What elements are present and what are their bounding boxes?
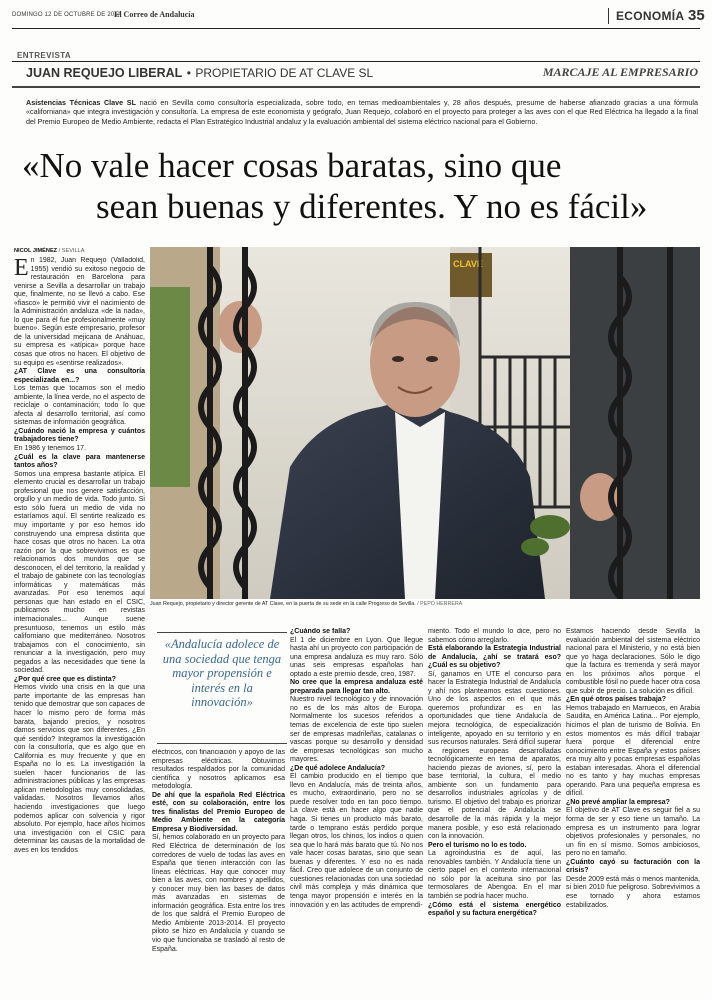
col4-question-2: Pero el turismo no lo es todo. (428, 841, 527, 849)
header-page-number: 35 (688, 7, 705, 24)
sign (450, 253, 492, 297)
series-title: MARCAJE AL EMPRESARIO (542, 65, 698, 79)
byline (14, 248, 84, 254)
caption-text: Juan Requejo, propietario y director gerente de AT Clave, en la puerta de su sede en la calle Progreso de Sevilla. (150, 601, 416, 607)
drop-cap: E (14, 257, 29, 281)
col2-question-1: De ahí que la española Red Eléctrica esté, con su colaboración, entre los tres finalistas del Premio Europeo de Medio Ambiente en la categoría Empresa y Biodiversidad. (152, 791, 285, 833)
col5-p2: Hemos trabajado en Marruecos, en Arabia Saudita, en América Latina... Por ejemplo, hicimos el plan de turismo de Bolivia. En estos momentos es más difícil trabajar fuera porque el diferencial entre conocimiento entre España y estos países era muy alto y pocas empresas españolas estaban interesadas. Ahora el diferencial no es tanto y hay muchas empresas operando. Para una pequeña empresa es difícil. (566, 704, 700, 798)
col4-p3: La agroindustria es de aquí, las renovables también. Y Andalucía tiene un cierto papel en el contexto internacional no sólo por la aceituna sino por las termosolares de Abengoa. En el mar también se podría hacer mucho. (428, 850, 561, 900)
column-1 (14, 257, 145, 1000)
pull-quote: «Andalucía adolece de una sociedad que tenga mayor propensión e interés en la innovación» (157, 632, 287, 744)
headline (22, 145, 702, 233)
col1-question-4: ¿Por qué cree que es distinta? (14, 675, 116, 683)
col1-question-2: ¿Cuándo nació la empresa y cuántos trabajadores tiene? (14, 427, 145, 444)
photo-credit: / PEPO HERRERA (417, 601, 463, 607)
col1-question-1: ¿AT Clave es una consultoría especializada en...? (14, 368, 145, 384)
header-divider (608, 8, 609, 24)
sign-text: CLAVE (453, 259, 483, 269)
column-5 (566, 628, 700, 1000)
byline-author: NICOL JIMÉNEZ (14, 248, 58, 254)
col5-question-3: ¿Cuánto cayó su facturación con la crisis? (566, 858, 700, 875)
page-header (12, 6, 705, 28)
name-bullet: • (186, 66, 191, 80)
col3-p2: Nuestro nivel tecnológico y de innovación no es de los más altos de Europa. Normalmente los sucesos referidos a temas de excelencia de este tipo suelen ser de empresas madrileñas, catalanas o vascas porque su desarrollo y densidad de empresas tecnológicas son mucho mayores. (290, 696, 423, 764)
col3-p3: El cambio producido en el tiempo que llevo en Andalucía, más de treinta años, es mucho, extraordinario, pero no se puede resolver todo en tan poco tiempo. La clave está en hacer algo que nadie haga. Si tienes un producto más barato, tarde o temprano estás perdido porque llegan otros, los chinos, los indios o quien sea que lo hará más barato que tú. No nos vale hacer cosas baratas, sino que sean buenas y diferentes. Y eso no es nada fácil. Creo que adolece de un conjunto de cuestiones relacionadas con una sociedad civil más compleja y más dinámica que tenga mayor propensión e interés en la innovación y en las actitudes de emprendi- (290, 773, 423, 909)
col1-p5: Hemos vivido una crisis en la que una parte importante de las empresas han tenido que demostrar que son capaces de hacer lo mismo pero de forma más barata, bajando precios, y nosotros damos servicios que son diferentes. ¿En qué sentido? Integramos la investigación con la consultoría, que es algo que en California es muy frecuente y que en España no lo es. La investigación la suelen hacer funcionarios de las administraciones públicas y las empresas aplican metodologías muy consolidadas, validadas. Nosotros llevamos años haciendo investigaciones que luego podemos aplicar con solvencia y rigor absoluto. Por ejemplo, hace años hicimos una investigación con el CSIC para determinar las causas de la mortalidad de aves en los tendidos (14, 684, 145, 854)
kicker-rule (12, 61, 700, 62)
photo (150, 247, 700, 599)
col1-p3: En 1986 y tenemos 17. (14, 445, 86, 453)
intro-lead: Asistencias Técnicas Clave SL (26, 98, 136, 107)
col5-p3: El objetivo de AT Clave es seguir fiel a su forma de ser y eso tiene un tamaño. La empresa es un instrumento para lograr objetivos profesionales y personales, no un fin en sí mismo. Somos ambiciosos, pero no en tamaño. (566, 807, 700, 858)
header-section: ECONOMÍA (616, 9, 685, 23)
intro-paragraph (26, 98, 698, 138)
photo-illustration (150, 247, 700, 599)
col5-question-2: ¿No prevé ampliar la empresa? (566, 798, 670, 806)
col5-question-1: ¿En qué otros países trabaja? (566, 696, 666, 704)
header-rule (12, 28, 700, 29)
col5-p1: Estamos haciendo desde Sevilla la evaluación ambiental del sistema eléctrico nacional para el Ministerio, y no está bien que yo haga declaraciones. Sólo le digo que la factura es tremenda y será mayor en los próximos años porque el combustible fósil no puede hacer otra cosa que subir de precio. La solución es difícil. (566, 628, 700, 695)
col2-p2: Sí, hemos colaborado en un proyecto para Red Eléctrica de determinación de los corredores de vuelo de todas las aves en España que tienen interacción con las líneas eléctricas. Hay que conocer muy bien a las aves, con nombres y apellidos, y conocer muy bien las bases de datos más avanzadas en sistemas de información geográfica. Esta entre los tres de los que saldrá el Premio Europeo de Medio Ambiente 2013-2014. El proyecto piloto se hizo en Andalucía y cuando se vio que funcionaba se trasladó al resto de España. (152, 834, 285, 953)
column-2 (152, 749, 285, 1000)
col3-question-2: No cree que la empresa andaluza esté preparada para llegar tan alto. (290, 679, 423, 695)
col3-question-3: ¿De qué adolece Andalucía? (290, 764, 386, 772)
name-line (26, 64, 700, 84)
col4-question-3: ¿Cómo está el sistema energético español y su factura energética? (428, 901, 561, 918)
col1-p1: n 1982, Juan Requejo (Valladolid, 1955) vendió su exitoso negocio de restauración en Barcelona para venirse a Sevilla a desarrollar un trabajo que, finalmente, no se llevó a cabo. Ese «fiasco» le permitió vivir el nacimiento de la Administración andaluza «de la nada», lo que para él fue profesionalmente «muy bueno». Según este empresario, profesor de la universidad mejicana de Anáhuac, su empresa es «atípica» porque hace cosas que otros no hacen. El objetivo de su equipo es «sentirse realizados». (14, 257, 145, 367)
col3-p1: El 1 de diciembre en Lyon. Que llegue hasta ahí un proyecto con participación de una empresa andaluza es muy raro. Sólo unas seis empresas españolas han optado a este premio desde, creo, 1987. (290, 636, 423, 678)
col4-question-1: Está elaborando la Estrategia Industrial de Andalucía, ¿ahí se tratará eso? ¿Cuál es su objetivo? (428, 645, 561, 670)
interviewee-role: PROPIETARIO DE AT CLAVE SL (195, 66, 374, 80)
col3-question-1: ¿Cuándo se falla? (290, 628, 351, 635)
kicker: ENTREVISTA (17, 51, 72, 60)
col4-p2: Sí, ganamos en UTE el concurso para hacer la Estrategia Industrial de Andalucía y ahí nos planteamos estas cuestiones. Uno de los aspectos en el que más queremos profundizar es en las oportunidades que tiene Andalucía de mejora tecnológica, de especialización inteligente, apoyado en su territorio y en sus recursos naturales. Será difícil superar a regiones europeas desarrolladas tecnológicamente en tema de aparatos, haciendo piezas de aviones, sí, pero la base territorial, la cultura, el medio ambiente son un fundamento para desarrollos industriales agrícolas y de turismo. El objetivo del trabajo es priorizar que el potencial de Andalucía se desarrolle de la más rápida y la mejor manera posible, y eso está relacionado con la innovación. (428, 670, 561, 841)
col1-question-3: ¿Cuál es la clave para mantenerse tantos años? (14, 453, 145, 470)
headline-line-2: sean buenas y diferentes. Y no es fácil» (96, 187, 648, 226)
col2-p1: eléctricos, con financiación y apoyo de las empresas eléctricas. Obtuvimos resultados respaldados por la comunidad científica y nosotros aplicamos esa metodología. (152, 749, 285, 791)
byline-place: / SEVILLA (58, 248, 85, 254)
intro-text: nació en Sevilla como consultoría especializada, sobre todo, en temas medioambientales y, 28 años después, presume de haberse afianzado gracias a una fórmula «californiana» que integra investigación y consultoría. La empresa de este economista y geógrafo, Juan Requejo, colaboró en el proyecto para proteger a las aves con el que Red Eléctrica ha llegado a la final del Premio Europeo de Medio Ambiente, redacta el Plan Estratégico Industrial andaluz y la evaluación ambiental del sistema eléctrico nacional para el Gobierno. (26, 98, 698, 126)
column-3 (290, 628, 423, 1000)
column-4 (428, 628, 561, 1000)
interviewee-name: JUAN REQUEJO LIBERAL (26, 66, 183, 80)
col1-p2: Los temas que tocamos son el medio ambiente, la línea verde, no el aspecto de reciclaje o contaminación; todo lo que afecta al desarrollo territorial, así como sistemas de información geográfica. (14, 385, 145, 427)
col4-p1: miento. Todo el mundo lo dice, pero no sabemos cómo arreglarlo. (428, 628, 561, 644)
name-rule (12, 86, 700, 88)
headline-line-1: «No vale hacer cosas baratas, sino que (22, 146, 562, 185)
header-paper-name: El Correo de Andalucía (114, 10, 195, 19)
header-date: DOMINGO 12 DE OCTUBRE DE 2014 (12, 12, 122, 18)
col1-p4: Somos una empresa bastante atípica. El elemento crucial es desarrollar un trabajo profesional que nos genere satisfacción, orgullo y un medio de vida. Todo junto. Si esto sólo fuera un medio de vida no estaríamos aquí. El sentirte realizado es muy importante y por eso hemos ido construyendo una empresa distinta que hace cosas que otros no hacen. La otra razón por la que sobrevivimos es que relacionamos dos mundos que se desconocen, el del territorio, la realidad y el trabajo de gabinete con las tecnologías informáticas y matemáticas más avanzadas. Por eso tenemos aquí personas que han estado en el CSIC, publicamos mucho en revistas internacionales... Aunque suene presuntuoso, tenemos un estilo más californiano que mediterráneo. Nosotros trabajamos con el conocimiento, sin renunciar a la investigación, pero muy pegados a las necesidades que tiene la sociedad. (14, 470, 145, 675)
col5-p4: Desde 2009 está más o menos mantenida, si bien 2010 fue peligroso. Sobrevivimos a ese tornado y ahora estamos estabilizados. (566, 875, 700, 909)
photo-caption (150, 601, 700, 607)
